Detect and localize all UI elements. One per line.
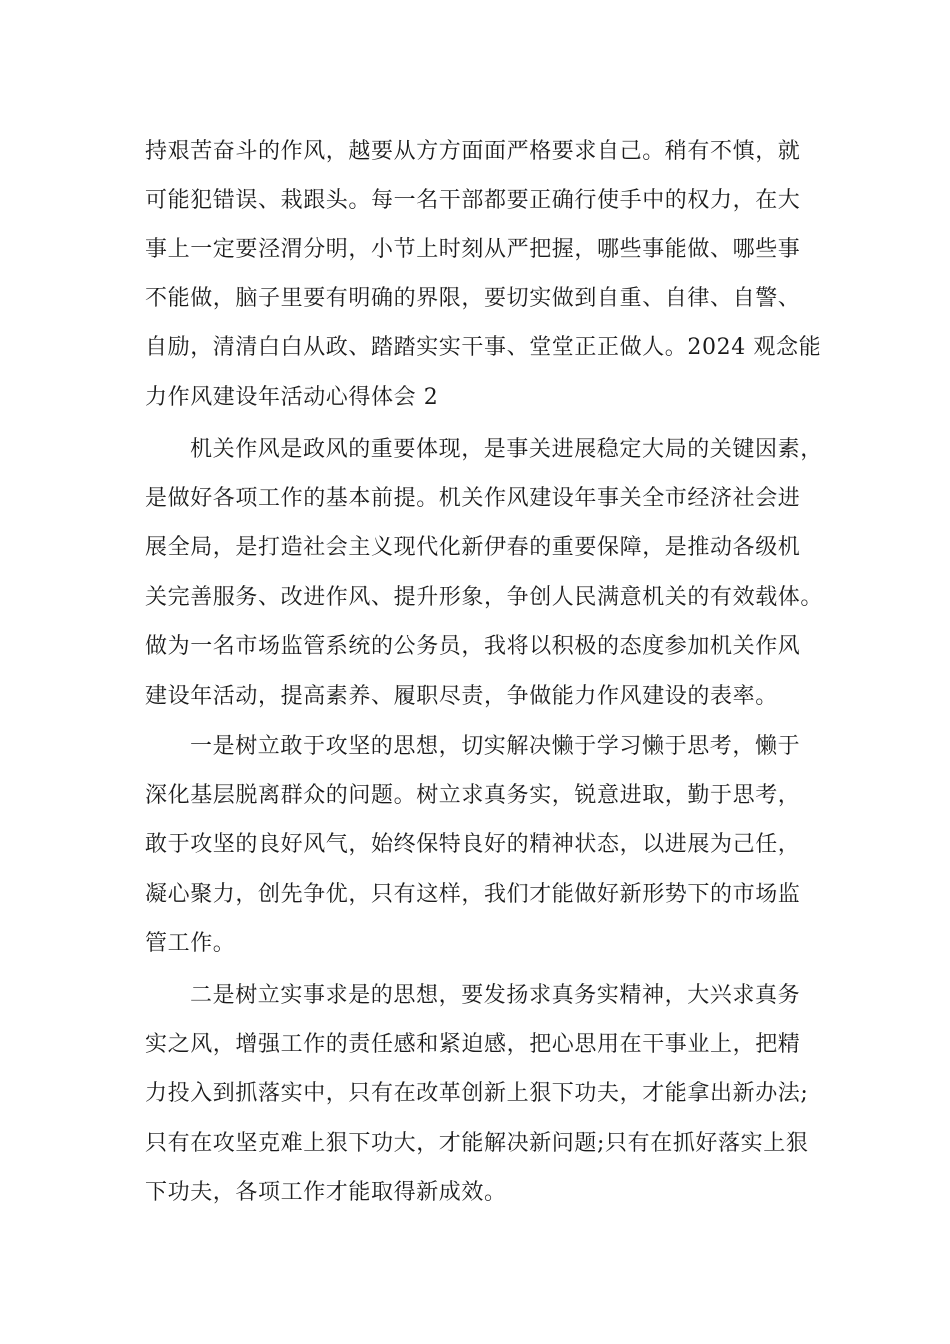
- text-line: 展全局，是打造社会主义现代化新伊春的重要保障，是推动各级机: [145, 535, 801, 560]
- text-line: 敢于攻坚的良好风气，始终保特良好的精神状态，以进展为己任，: [145, 832, 801, 857]
- text-line: 自励，清清白白从政、踏踏实实干事、堂堂正正做人。2024 观念能: [145, 335, 822, 360]
- text-line: 可能犯错误、栽跟头。每一名干部都要正确行使手中的权力，在大: [145, 188, 801, 213]
- text-line: 关完善服务、改进作风、提升形象，争创人民满意机关的有效载体。: [145, 585, 824, 610]
- text-line: 做为一名市场监管系统的公务员，我将以积极的态度参加机关作风: [145, 634, 801, 659]
- text-line: 力作风建设年活动心得体会 2: [145, 385, 439, 410]
- text-line: 深化基层脱离群众的问题。树立求真务实，锐意进取，勤于思考，: [145, 783, 801, 808]
- paragraph-first-line: 机关作风是政风的重要体现，是事关进展稳定大局的关键因素，: [190, 437, 823, 462]
- paragraph-first-line: 二是树立实事求是的思想，要发扬求真务实精神，大兴求真务: [190, 983, 801, 1008]
- text-line: 不能做，脑子里要有明确的界限，要切实做到自重、自律、自警、: [145, 286, 801, 311]
- text-line: 是做好各项工作的基本前提。机关作风建设年事关全市经济社会进: [145, 486, 801, 511]
- text-line: 实之风，增强工作的责任感和紧迫感，把心思用在干事业上，把精: [145, 1032, 801, 1057]
- text-line: 只有在攻坚克难上狠下功大，才能解决新问题;只有在抓好落实上狠: [145, 1131, 809, 1156]
- paragraph-first-line: 一是树立敢于攻坚的思想，切实解决懒于学习懒于思考，懒于: [190, 734, 801, 759]
- text-line: 持艰苦奋斗的作风，越要从方方面面严格要求自己。稍有不慎，就: [145, 139, 801, 164]
- text-line: 下功夫，各项工作才能取得新成效。: [145, 1180, 507, 1205]
- text-line: 力投入到抓落实中，只有在改革创新上狠下功夫，才能拿出新办法;: [145, 1081, 809, 1106]
- text-line: 凝心聚力，创先争优，只有这样，我们才能做好新形势下的市场监: [145, 882, 801, 907]
- text-line: 管工作。: [145, 931, 236, 956]
- text-line: 事上一定要泾渭分明，小节上时刻从严把握，哪些事能做、哪些事: [145, 237, 801, 262]
- text-line: 建设年活动，提高素养、履职尽责，争做能力作风建设的表率。: [145, 684, 778, 709]
